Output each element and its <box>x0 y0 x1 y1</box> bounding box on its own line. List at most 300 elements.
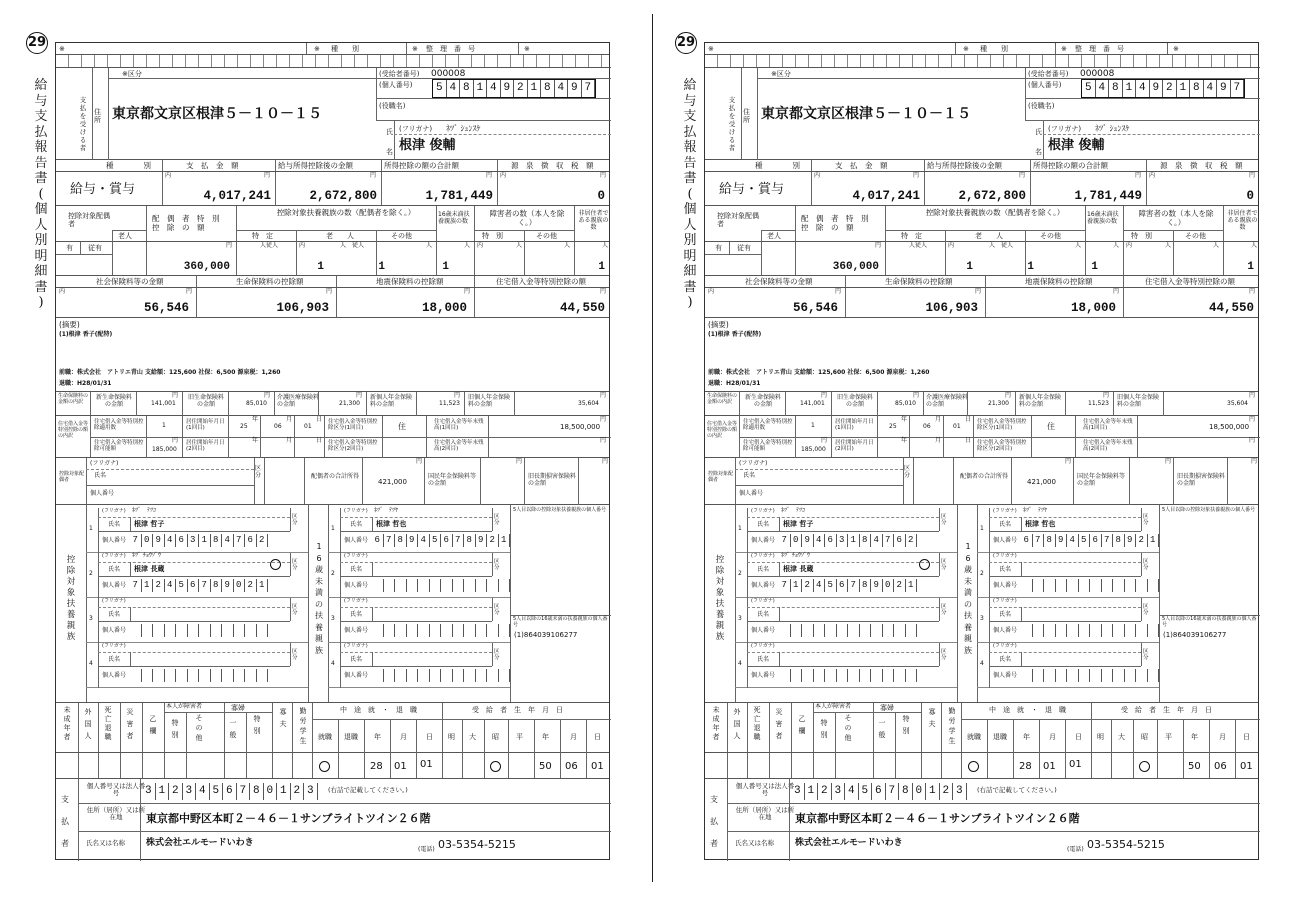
saigai-label: 災害者 <box>775 708 783 740</box>
dependent-name-label: 氏名 <box>350 566 363 573</box>
kyuyo-shotoku-header: 給与所得控除後の金額 <box>927 161 1002 170</box>
dependent-furigana: ﾈﾂﾞ ﾃﾂｺ <box>781 507 806 514</box>
tsuki-mark: 月 <box>286 416 293 423</box>
kaigo-value: 21,300 <box>988 400 1009 407</box>
kyuyo-shotoku-amount: 2,672,800 <box>309 189 377 203</box>
spouse-kojin-label: 個人番号 <box>739 490 764 497</box>
under16-count: 1 <box>442 261 449 273</box>
kome-mark: ※ <box>314 45 320 53</box>
kaigo-label: 介護医療保険料の金額 <box>926 394 969 408</box>
yen-mark: 円 <box>600 288 607 295</box>
dependent-name: 根津 哲也 <box>1025 520 1056 528</box>
seimei-detail-label: 生命保険料の金額の内訳 <box>58 393 89 405</box>
seimei-amount: 106,903 <box>925 301 978 315</box>
roujin-label: 老人 <box>767 232 781 240</box>
payer-address-label: 住所（居所）又は所在地 <box>735 806 795 822</box>
taishoku-year: 28 <box>1019 761 1032 772</box>
hi-mark: 日 <box>965 416 972 423</box>
payer-label: 支 払 者 <box>61 795 69 848</box>
roujin2-label: 老 人 <box>975 232 1003 240</box>
jutaku-detail-label: 住宅借入金等特別控除の額の内訳 <box>707 421 738 439</box>
under16-count: 1 <box>1091 261 1098 273</box>
dependent-kojin-digits: 7 0 9 4 6 3 1 8 4 7 6 2 <box>779 534 917 547</box>
dependent-name-label: 氏名 <box>999 521 1012 528</box>
fuyou-title: 控除対象扶養親族の数（配偶者を除く。） <box>925 208 1065 217</box>
payer-address: 東京都中野区本町２－４６－１サンブライトツイン２６階 <box>146 812 431 825</box>
dependent-kojin-label: 個人番号 <box>751 627 776 634</box>
dependent-kojin-digits <box>779 669 917 682</box>
birth-day: 01 <box>591 761 604 772</box>
kyu-nenkin-label: 旧個人年金保険料の金額 <box>1117 394 1160 408</box>
uchi-mark: 内 <box>165 172 172 179</box>
zandaka2-label: 住宅借入金等年末残高(2回目) <box>1083 440 1133 453</box>
haigusha-tokubetsu-header: 配 偶 者 特 別 控 除 の 額 <box>152 214 227 232</box>
seimei-amount: 106,903 <box>276 301 329 315</box>
kanou-label: 住宅借入金等特別控除可能額 <box>94 440 144 453</box>
kinrou-label: 勤労学生 <box>299 707 307 745</box>
spouse-name-label: 氏名 <box>743 472 756 479</box>
shubetsu-header: 種 別 <box>106 161 151 170</box>
chuto-label: 中 途 就 ・ 退 職 <box>340 706 417 714</box>
under16-label: 1 6 歳 未 満 の 扶 養 親 族 <box>964 542 972 655</box>
dependent-name-label: 氏名 <box>757 566 770 573</box>
shubetsu-label: 種 別 <box>980 45 1008 53</box>
dependent-number: 1 <box>89 525 93 532</box>
tekiyo-label: (摘要) <box>59 320 80 329</box>
recipient-name: 根津 俊輔 <box>399 138 456 153</box>
nin-mark: 人 <box>1251 242 1258 249</box>
tsuki-label: 月 <box>570 733 577 741</box>
furigana-label: (フリガナ) <box>1048 125 1082 133</box>
furigana-label: (フリガナ) <box>751 553 775 559</box>
payer-name: 株式会社エルモードいわき <box>795 838 903 848</box>
haigusha-tokubetsu-amount: 360,000 <box>832 261 879 273</box>
shou-circle-mark <box>1139 761 1150 772</box>
shougai-header: 障害者の数（本人を除く。） <box>489 209 565 227</box>
shin-seimei-label: 新生命保険料の金額 <box>744 394 781 408</box>
jutaku-amount: 44,550 <box>1208 301 1254 315</box>
dependent-kojin-label: 個人番号 <box>751 582 776 589</box>
yakushoku-label: (役職名) <box>1028 102 1055 110</box>
shibou-label: 死亡退職 <box>753 706 761 741</box>
yen-mark: 円 <box>370 172 377 179</box>
dependent-number: 2 <box>738 570 742 577</box>
dependent-kojin-label: 個人番号 <box>993 537 1018 544</box>
sonota-label: その他 <box>844 714 852 742</box>
kubun-circle-mark <box>270 559 281 570</box>
shiharai-header: 支 払 金 額 <box>835 161 888 170</box>
shakai-amount: 56,546 <box>143 301 189 315</box>
report-copy-right <box>654 30 1258 860</box>
shiharai-header: 支 払 金 額 <box>186 161 239 170</box>
kubun1-value: 住 <box>1047 422 1055 431</box>
jukyu-number: 000008 <box>431 69 466 79</box>
nen-mark: 年 <box>252 416 259 423</box>
tekiyo-line3: 退職：H28/01/31 <box>708 380 761 387</box>
furigana-label: (フリガナ) <box>344 508 368 514</box>
tekiyo-line3: 退職：H28/01/31 <box>59 380 112 387</box>
mise-label: 未成年者 <box>712 706 720 741</box>
jutaku-detail-section <box>705 416 1258 458</box>
jutaku-detail-section <box>56 416 609 458</box>
roujin2-label: 老 人 <box>326 232 354 240</box>
yen-mark: 円 <box>600 416 607 423</box>
nin-mark: 人 <box>426 242 433 249</box>
gensen-amount: 0 <box>597 189 605 203</box>
dependent-row <box>86 508 308 553</box>
taishoku-year: 28 <box>370 761 383 772</box>
chuto-label: 中 途 就 ・ 退 職 <box>989 706 1066 714</box>
otsu-label: 乙欄 <box>798 715 806 735</box>
kubun-label: 区分 <box>292 514 298 527</box>
recipient-furigana: ﾈﾂﾞ ｼｭﾝｽｹ <box>446 124 481 133</box>
dependent-row <box>86 643 308 688</box>
dependent-number: 3 <box>980 615 984 622</box>
birth-label: 受 給 者 生 年 月 日 <box>1121 706 1212 714</box>
dependent-row <box>328 598 510 643</box>
taishoku-circle-mark <box>319 761 330 772</box>
dependent-name: 根津 哲子 <box>783 520 814 528</box>
jishin-amount: 18,000 <box>1070 301 1116 315</box>
nin-mark: 人 <box>1113 242 1120 249</box>
dependent-row <box>735 643 957 688</box>
kome-mark: ※ <box>1061 45 1067 53</box>
dependent-name-label: 氏名 <box>999 656 1012 663</box>
kojo-gokei-header: 所得控除の額の合計額 <box>1033 161 1108 170</box>
nin-mark: 人 <box>340 242 347 249</box>
kafu2-label: 寡夫 <box>928 708 936 728</box>
yakushoku-label: (役職名) <box>379 102 406 110</box>
tekiyo-section <box>705 318 1258 392</box>
nin-mark: 人 <box>1213 242 1220 249</box>
kyu-nenkin-label: 旧個人年金保険料の金額 <box>468 394 511 408</box>
kubun-label: 区分 <box>941 649 947 662</box>
jutaku-header: 住宅借入金等特別控除の額 <box>496 277 586 286</box>
dependent-row <box>977 643 1159 688</box>
kome-mark: ※ <box>1173 45 1179 53</box>
kafu-label: 寡婦 <box>880 704 894 712</box>
kyu-seimei-label: 旧生命保険料の金額 <box>836 394 873 408</box>
kyoju1-label: 居住開始年月日(1回目) <box>835 419 874 432</box>
yen-mark: 円 <box>264 172 271 179</box>
kubun-label: 区分 <box>494 559 500 572</box>
sonota2-label: その他 <box>536 232 557 240</box>
kome-mark: ※ <box>412 45 418 53</box>
kubun-circle-mark <box>919 559 930 570</box>
gensen-header: 源 泉 徴 収 税 額 <box>1160 161 1243 170</box>
kyoju2-label: 居住開始年月日(2回目) <box>186 440 225 453</box>
tekiyo-count: 1 <box>811 422 815 429</box>
juunin-mark: 従人 <box>266 242 279 249</box>
furigana-label: (フリガナ) <box>399 125 433 133</box>
seimei-header: 生命保険料の控除額 <box>236 277 304 286</box>
nen-label: 年 <box>542 733 549 741</box>
yen-mark: 円 <box>600 172 607 179</box>
kyu-nenkin-value: 35,604 <box>578 400 599 407</box>
dependent-row <box>735 598 957 643</box>
seiri-label: 整 理 番 号 <box>1075 45 1124 53</box>
tekiyo-count: 1 <box>162 422 166 429</box>
kyu-seimei-value: 85,010 <box>246 400 267 407</box>
jukyu-label: (受給者番号) <box>1028 70 1069 78</box>
yen-mark: 円 <box>913 172 920 179</box>
kubun-label: 区分 <box>494 514 500 527</box>
dependent-number: 3 <box>738 615 742 622</box>
shubetsu-header: 種 別 <box>755 161 800 170</box>
kubun-label: 区分 <box>904 465 911 479</box>
dependents-section <box>705 505 1258 703</box>
uchi-mark: 内 <box>1149 172 1156 179</box>
yu-label: 有 <box>66 244 73 252</box>
shushoku-label: 就職 <box>318 733 332 741</box>
dependent-kojin-digits: 6 7 8 9 4 5 6 7 8 9 2 1 <box>372 534 510 547</box>
jukyu-number: 000008 <box>1080 69 1115 79</box>
insurance-header-row <box>56 276 609 288</box>
yen-mark: 円 <box>172 437 179 444</box>
name-label: 名 <box>386 148 393 156</box>
hi-mark: 日 <box>316 437 323 444</box>
yen-mark: 円 <box>1249 172 1256 179</box>
hikyoju-header: 非居住者である親族の数 <box>578 210 609 231</box>
yen-mark: 円 <box>600 437 607 444</box>
taishoku-label: 退職 <box>344 733 358 741</box>
sonota-label: その他 <box>195 714 203 742</box>
furigana-label: (フリガナ) <box>993 508 1017 514</box>
yen-mark: 円 <box>416 458 423 465</box>
jishin-amount: 18,000 <box>421 301 467 315</box>
birth-month: 06 <box>565 761 578 772</box>
dependent-number: 1 <box>331 525 335 532</box>
kubun-label: 区分 <box>941 604 947 617</box>
hi-label: 日 <box>1243 733 1250 741</box>
kyoju-year: 25 <box>240 423 248 430</box>
kyoju-year: 25 <box>889 423 897 430</box>
sonota2-label: その他 <box>1185 232 1206 240</box>
shakai-header: 社会保険料等の金額 <box>96 277 164 286</box>
shakai-header: 社会保険料等の金額 <box>745 277 813 286</box>
nin-mark: 人 <box>564 242 571 249</box>
dependent-kojin-label: 個人番号 <box>751 537 776 544</box>
yen-mark: 円 <box>821 437 828 444</box>
haigusha-tokubetsu-header: 配 偶 者 特 別 控 除 の 額 <box>801 214 876 232</box>
kafu-label: 寡婦 <box>231 704 245 712</box>
furigana-label: (フリガナ) <box>102 508 126 514</box>
yen-mark: 円 <box>602 458 609 465</box>
haigusha-tokubetsu-amount: 360,000 <box>183 261 230 273</box>
mei-label: 明 <box>1097 733 1104 741</box>
under16-header: 16歳未満扶養親族の数 <box>438 211 470 225</box>
nin-mark: 人 <box>909 242 916 249</box>
hei-label: 平 <box>1165 733 1172 741</box>
dependent-furigana: ﾈﾂﾞ ﾁｮｳｿﾞｳ <box>132 552 161 559</box>
haigusha-label: 控除対象配偶者 <box>717 212 759 229</box>
hi-label: 日 <box>594 733 601 741</box>
tsuki-mark: 月 <box>935 416 942 423</box>
seimei-detail-row <box>56 392 609 416</box>
dependents-label: 控 除 対 象 扶 養 親 族 <box>715 555 725 642</box>
haigusha-label: 控除対象配偶者 <box>68 212 110 229</box>
kojo-gokei-amount: 1,781,449 <box>1074 189 1142 203</box>
yen-mark: 円 <box>1249 288 1256 295</box>
kanou-label: 住宅借入金等特別控除可能額 <box>743 440 793 453</box>
kubun-label: 区分 <box>1143 649 1149 662</box>
kyuyo-shotoku-amount: 2,672,800 <box>958 189 1026 203</box>
furigana-label: (フリガナ) <box>993 553 1017 559</box>
kyoju-day: 01 <box>953 423 961 430</box>
dependent-number: 1 <box>980 525 984 532</box>
birth-label: 受 給 者 生 年 月 日 <box>472 706 563 714</box>
yen-mark: 円 <box>172 392 179 399</box>
spouse-label: 控除対象配偶者 <box>708 471 734 483</box>
yen-mark: 円 <box>464 288 471 295</box>
kojin-label: (個人番号) <box>379 81 413 89</box>
kinrou-label: 勤労学生 <box>948 707 956 745</box>
hi-mark: 日 <box>316 416 323 423</box>
sonota-count: 1 <box>378 261 385 273</box>
dependent-kojin-label: 個人番号 <box>344 537 369 544</box>
payer-note: (右詰で記載してください。) <box>977 786 1057 794</box>
kubun2-label: 住宅借入金等特別控除区分(2回目) <box>977 440 1027 453</box>
kokumin-label: 国民年金保険料等の金額 <box>428 473 477 487</box>
hi-mark: 日 <box>965 437 972 444</box>
yen-mark: 円 <box>821 392 828 399</box>
dependent-number: 2 <box>980 570 984 577</box>
kyoju-day: 01 <box>304 423 312 430</box>
furigana-label: (フリガナ) <box>739 460 768 467</box>
kome-mark: ※ <box>59 45 65 53</box>
kyoju-month: 06 <box>923 423 931 430</box>
hikyoju-count: 1 <box>598 261 605 273</box>
dependents-value-row <box>56 242 609 276</box>
yen-mark: 円 <box>1165 458 1172 465</box>
kyu-nenkin-value: 35,604 <box>1227 400 1248 407</box>
insurance-value-row <box>56 288 609 318</box>
dependent-furigana: ﾈﾂﾞ ﾃﾂｺ <box>132 507 157 514</box>
kubun-label: 区分 <box>1143 559 1149 572</box>
yen-mark: 円 <box>975 288 982 295</box>
juu-label: 従有 <box>737 244 751 252</box>
dependent-name-label: 氏名 <box>108 656 121 663</box>
ippan-label: 一般 <box>229 719 237 739</box>
tsuki-mark: 月 <box>286 437 293 444</box>
dependent-kojin-digits <box>372 579 510 592</box>
kubun2-label: 住宅借入金等特別控除区分(2回目) <box>328 440 378 453</box>
shakai-amount: 56,546 <box>792 301 838 315</box>
seimei-detail-label: 生命保険料の金額の内訳 <box>707 393 738 405</box>
form-title: 給 与 支 払 報 告 書 ( 個 人 別 明 細 書 ) <box>683 78 697 310</box>
jishin-header: 地震保険料の控除額 <box>1025 277 1093 286</box>
hei-label: 平 <box>516 733 523 741</box>
spouse-gokei-value: 421,000 <box>378 478 407 486</box>
kubun-label: 区分 <box>292 604 298 617</box>
dependent-kojin-label: 個人番号 <box>102 582 127 589</box>
recipient-section <box>705 68 1258 160</box>
dependent-row <box>328 643 510 688</box>
furigana-label: (フリガナ) <box>751 508 775 514</box>
dependent-name-label: 氏名 <box>350 656 363 663</box>
tekiyo-line1: (1)根津 香子(配特) <box>708 331 762 338</box>
recipient-section <box>56 68 609 160</box>
dependent-kojin-label: 個人番号 <box>993 627 1018 634</box>
payer-tel: 03-5354-5215 <box>438 838 516 851</box>
dependent-row <box>328 508 510 553</box>
dependent-kojin-label: 個人番号 <box>993 672 1018 679</box>
yen-mark: 円 <box>1249 416 1256 423</box>
tokubetsu-label: 特 別 <box>1131 232 1152 240</box>
dependent-kojin-label: 個人番号 <box>993 582 1018 589</box>
nin-mark: 人 <box>1075 242 1082 249</box>
dependent-row <box>977 598 1159 643</box>
sonota-label: その他 <box>391 232 412 240</box>
dependent-row <box>977 508 1159 553</box>
shin-nenkin-value: 11,523 <box>439 400 460 407</box>
spouse-gokei-value: 421,000 <box>1027 478 1056 486</box>
yen-mark: 円 <box>1251 458 1258 465</box>
shushoku-label: 就職 <box>967 733 981 741</box>
nin-mark: 人 <box>260 242 267 249</box>
shiharai-amount: 4,017,241 <box>852 189 920 203</box>
taishoku-day: 01 <box>1069 759 1082 770</box>
roujin-count: 1 <box>317 261 324 273</box>
kome-mark: ※ <box>524 45 530 53</box>
pay-header-row <box>56 160 609 172</box>
shin-nenkin-label: 新個人年金保険料の金額 <box>1019 394 1062 408</box>
kubun-label: 区分 <box>494 604 500 617</box>
taishoku-month: 01 <box>1043 761 1056 772</box>
kanou-value: 185,000 <box>801 446 826 453</box>
kubun1-label: 住宅借入金等特別控除区分(1回目) <box>977 419 1027 432</box>
fuyou-title: 控除対象扶養親族の数（配偶者を除く。） <box>276 208 416 217</box>
payer-note: (右詰で記載してください。) <box>328 786 408 794</box>
shin-seimei-value: 141,001 <box>800 400 825 407</box>
dependent-name: 根津 哲也 <box>376 520 407 528</box>
yen-mark: 円 <box>264 392 271 399</box>
hikyoju-header: 非居住者である親族の数 <box>1227 210 1258 231</box>
gensen-header: 源 泉 徴 収 税 額 <box>511 161 594 170</box>
dependent-name-label: 氏名 <box>757 611 770 618</box>
uchi-mark: 内 <box>299 242 306 249</box>
dependent-furigana: ﾈﾂﾞ ﾃﾂﾔ <box>374 507 399 514</box>
gaikoku-label: 外国人 <box>733 708 741 740</box>
kome-mark: ※ <box>708 45 714 53</box>
tsuki-label: 月 <box>1049 733 1056 741</box>
kyoju1-label: 居住開始年月日(1回目) <box>186 419 225 432</box>
address-label: 住所 <box>743 108 750 125</box>
furigana-label: (フリガナ) <box>102 598 126 604</box>
shou-label: 昭 <box>1141 733 1148 741</box>
dependent-kojin-digits: 7 1 2 4 5 6 7 8 9 0 2 1 <box>779 579 917 592</box>
yen-mark: 円 <box>226 242 233 249</box>
zandaka1-label: 住宅借入金等年末残高(1回目) <box>1083 419 1133 432</box>
uchi-mark: 内 <box>708 288 715 295</box>
kyu-seimei-label: 旧生命保険料の金額 <box>187 394 224 408</box>
yen-mark: 円 <box>835 288 842 295</box>
uchi-mark: 内 <box>1126 242 1133 249</box>
payer-label: 支 払 者 <box>710 795 718 848</box>
dependent-name-label: 氏名 <box>757 521 770 528</box>
furigana-label: (フリガナ) <box>344 553 368 559</box>
birth-year: 50 <box>1188 761 1201 772</box>
payer-name-label: 氏名又は名称 <box>735 839 774 847</box>
dependent-kojin-label: 個人番号 <box>102 537 127 544</box>
payer-tel: 03-5354-5215 <box>1087 838 1165 851</box>
zandaka1-value: 18,500,000 <box>560 423 601 431</box>
gensen-amount: 0 <box>1246 189 1254 203</box>
insurance-header-row <box>705 276 1258 288</box>
kyoju2-label: 居住開始年月日(2回目) <box>835 440 874 453</box>
tekiyo-line2: 前職：株式会社 アトリエ青山 支給額：125,600 社保：6,500 源泉税：1,260 <box>708 369 930 376</box>
kome-mark: ※ <box>963 45 969 53</box>
